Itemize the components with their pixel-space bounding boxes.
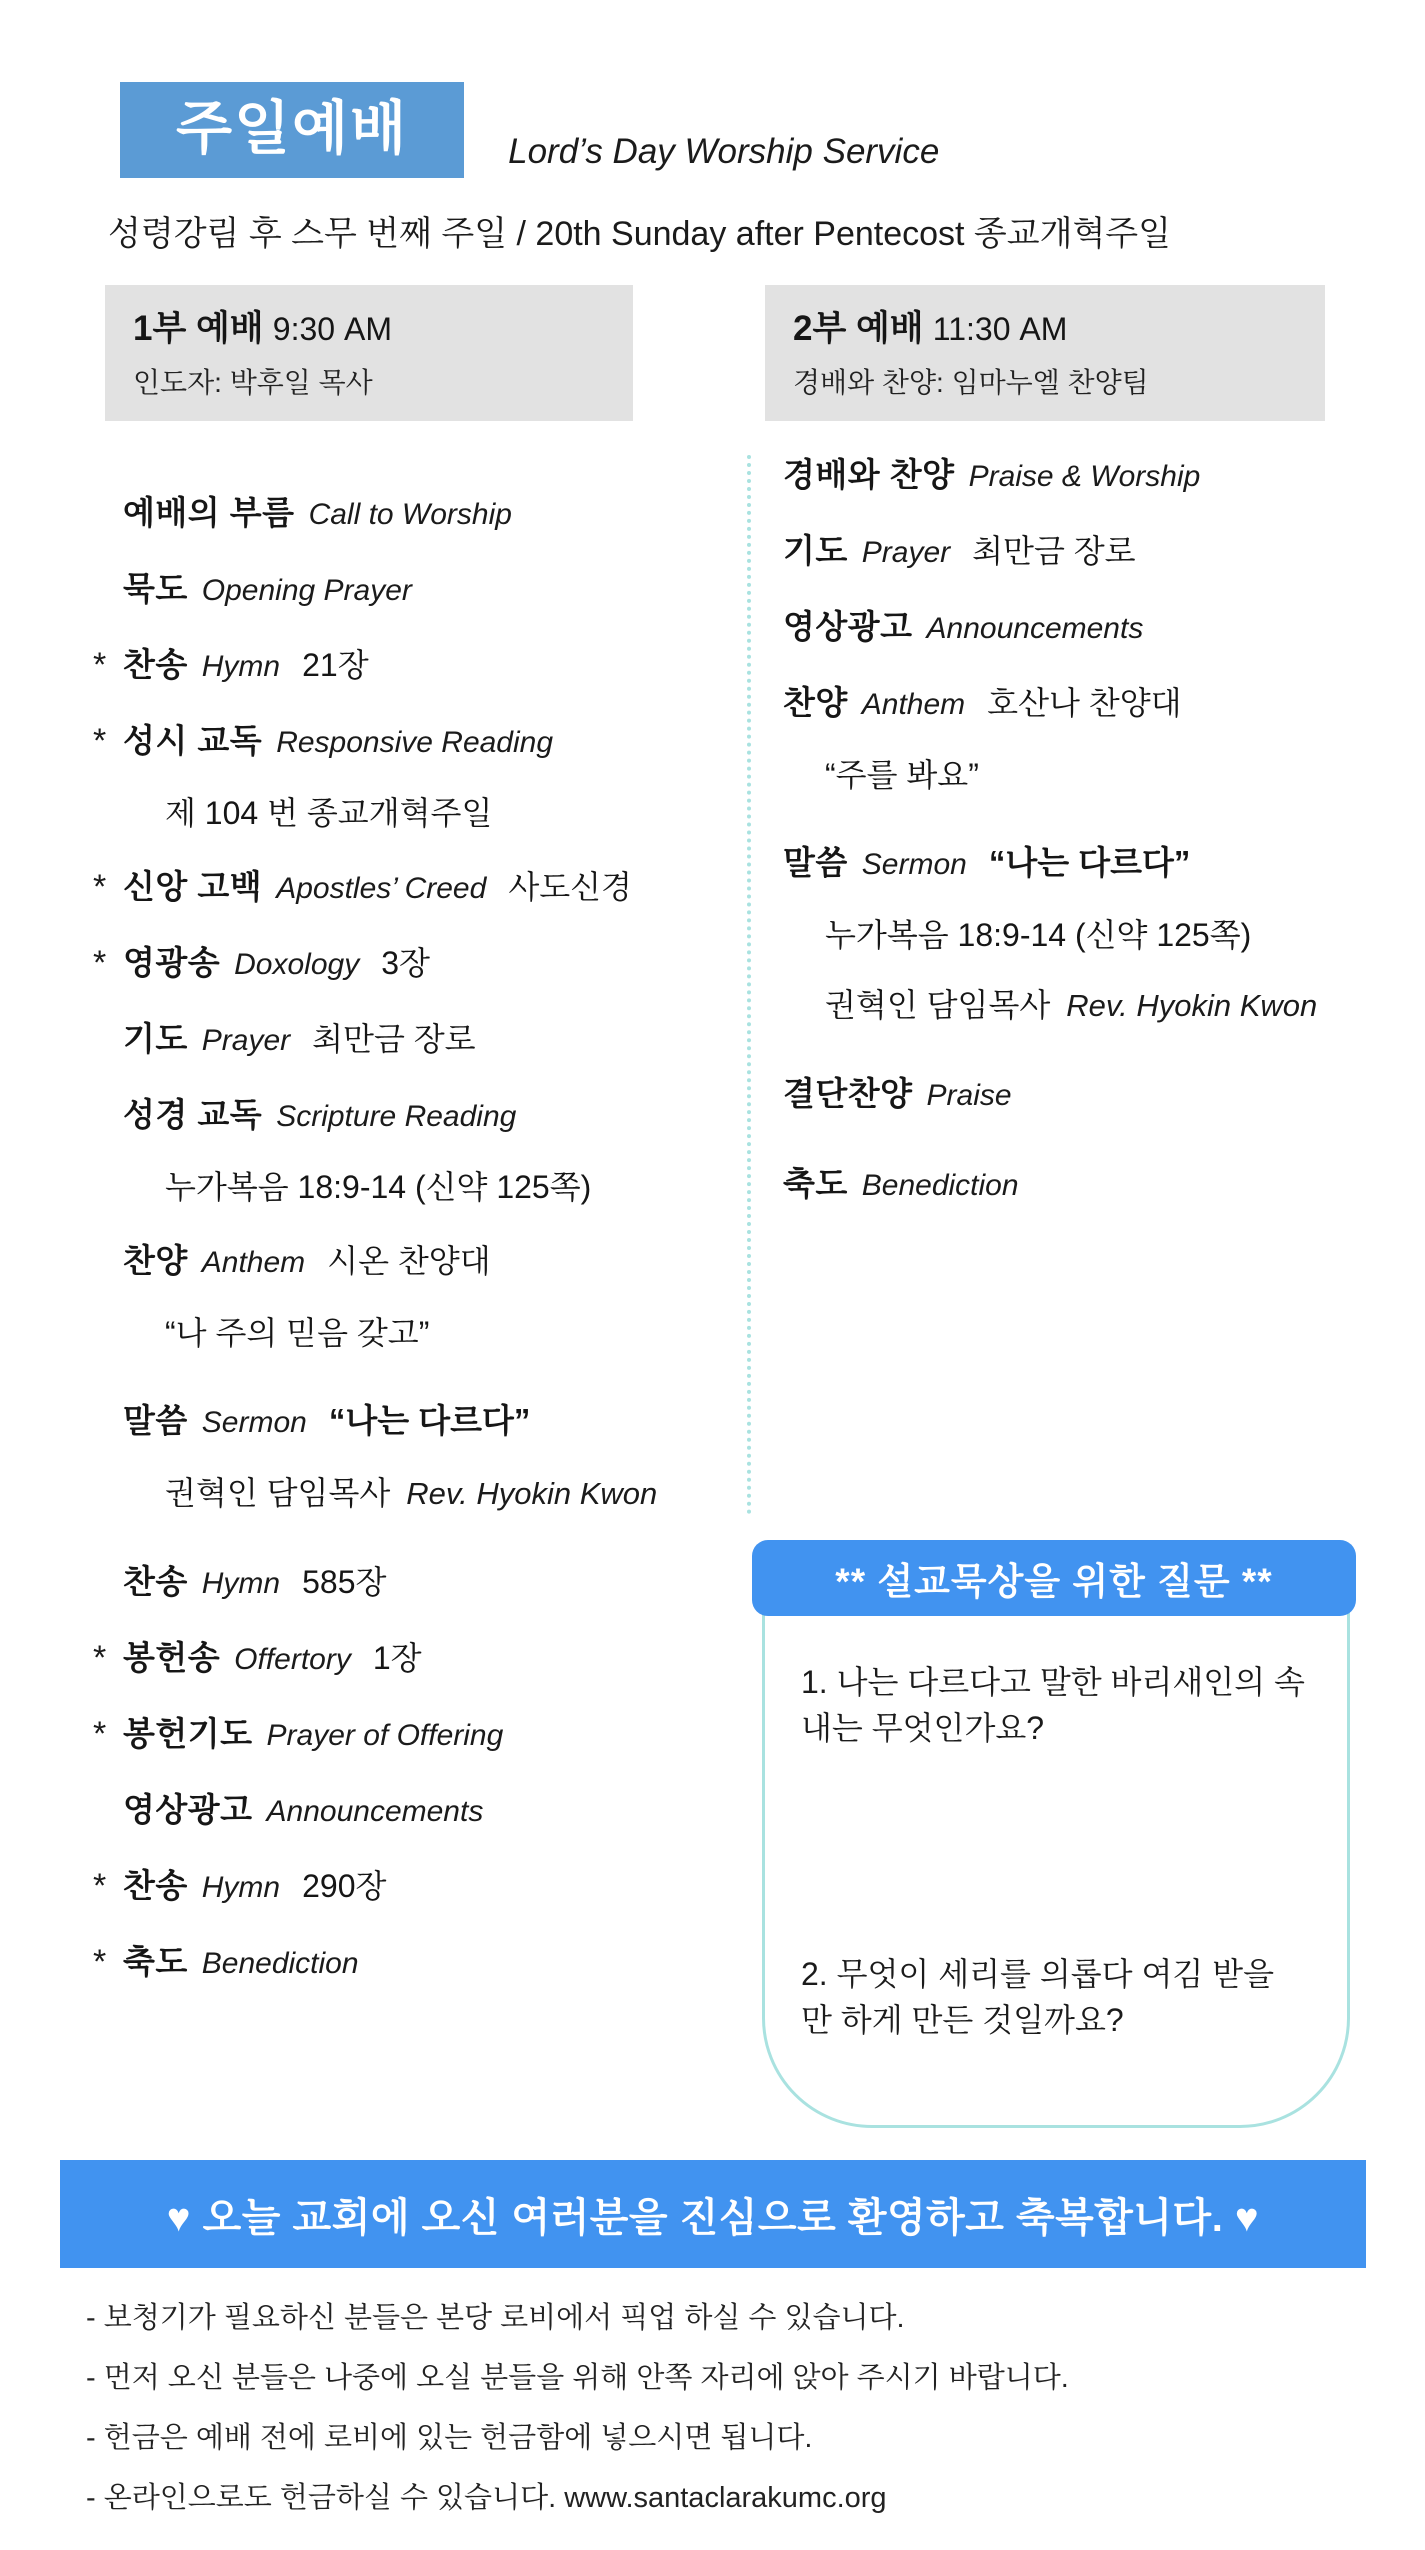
item-label-english: Opening Prayer [201,574,412,607]
item-label-korean: 영상광고 [783,608,913,645]
page-header [120,82,939,178]
item-asterisk: * [93,944,107,982]
item-label-english: Sermon [861,848,967,881]
item-label-english: Praise [926,1079,1012,1112]
footer-note: - 온라인으로도 헌금하실 수 있습니다. www.santaclarakumc.org [86,2482,887,2514]
item-detail: 21장 [302,647,369,683]
footer-note: - 헌금은 예배 전에 로비에 있는 헌금함에 넣으시면 됩니다. [86,2422,813,2454]
first-service-title [133,307,633,351]
sermon-questions-list [765,1559,1347,2043]
item-label-english: Anthem [861,688,966,721]
item-label-korean: 결단찬양 [783,1075,913,1112]
second-service-name: 2부 예배 [793,309,924,348]
item-label-english: Offertory [234,1643,351,1676]
worship-item [93,1399,633,1445]
item-label-english: Prayer [201,1024,291,1057]
subitem-text: 권혁인 담임목사 [825,987,1051,1023]
worship-item [753,841,1325,887]
subitem-text: “주를 봐요” [825,757,979,793]
item-asterisk: * [93,1943,107,1981]
subitem-text: 누가복음 18:9-14 (신약 125쪽) [165,1169,592,1205]
subitem-text: “나 주의 믿음 갖고” [165,1315,430,1351]
worship-item [93,491,633,537]
item-label-korean: 축도 [783,1165,848,1202]
item-label-english: Hymn [201,650,281,683]
subitem-text-english: Rev. Hyokin Kwon [1066,988,1318,1023]
item-label-english: Announcements [266,1795,484,1828]
subitem-text: 권혁인 담임목사 [165,1475,391,1511]
sermon-questions-header: ** 설교묵상을 위한 질문 ** [752,1540,1356,1616]
footer-note: - 보청기가 필요하신 분들은 본당 로비에서 픽업 하실 수 있습니다. [86,2302,905,2334]
worship-item [753,1162,1325,1208]
sermon-question: 2. 무엇이 세리를 의롭다 여김 받을 만 하게 만든 것일까요? [801,1956,1274,2038]
second-service-leader: 경배와 찬양: 임마누엘 찬양팀 [793,366,1149,398]
sermon-question: 1. 나는 다르다고 말한 바리새인의 속 내는 무엇인가요? [801,1664,1305,1746]
service-title-english: Lord’s Day Worship Service [508,132,940,171]
item-asterisk: * [93,1867,107,1905]
item-label-english: Apostles’ Creed [276,872,487,905]
item-label-english: Benediction [861,1169,1019,1202]
item-label-english: Doxology [234,948,360,981]
item-label-korean: 경배와 찬양 [783,456,955,493]
item-detail: 호산나 찬양대 [987,685,1182,721]
first-service-header-box [105,285,633,421]
item-label-english: Hymn [201,1567,281,1600]
worship-item [93,1712,633,1758]
item-detail: 시온 찬양대 [327,1243,491,1279]
worship-subitem [165,1165,633,1209]
item-label-english: Prayer of Offering [266,1719,504,1752]
second-service-column [765,285,1325,1238]
subitem-text: 누가복음 18:9-14 (신약 125쪽) [825,917,1252,953]
second-service-order-list [753,453,1325,1208]
item-label-korean: 봉헌송 [123,1639,221,1676]
item-label-english: Sermon [201,1406,307,1439]
second-service-header-box [765,285,1325,421]
item-label-english: Prayer [861,536,951,569]
worship-item [93,941,633,987]
first-service-name: 1부 예배 [133,309,264,348]
item-label-korean: 찬송 [123,646,188,683]
item-label-korean: 영상광고 [123,1791,253,1828]
sermon-questions-box [762,1556,1350,2128]
subitem-text: 제 104 번 종교개혁주일 [165,795,493,831]
worship-subitem [165,791,633,835]
item-label-english: Praise & Worship [968,460,1201,493]
item-label-korean: 성시 교독 [123,722,263,759]
item-label-korean: 찬송 [123,1563,188,1600]
second-service-time: 11:30 AM [932,311,1068,347]
worship-item [93,1093,633,1139]
item-label-korean: 찬양 [123,1242,188,1279]
worship-item [93,865,633,911]
worship-subitem [825,983,1325,1028]
worship-item [753,453,1325,499]
item-detail: 290장 [302,1868,387,1904]
item-label-korean: 묵도 [123,570,188,607]
item-label-korean: 기도 [783,532,848,569]
item-label-korean: 신앙 고백 [123,868,263,905]
worship-item [753,1072,1325,1118]
item-detail-bold: “나는 다르다” [988,844,1191,881]
column-divider [747,455,751,1515]
item-label-english: Announcements [926,612,1144,645]
service-title-badge: 주일예배 [120,82,464,178]
worship-item [93,1636,633,1682]
worship-item [93,1239,633,1285]
second-service-title [793,307,1325,351]
worship-subitem [825,753,1325,797]
worship-item [93,1940,633,1986]
worship-subitem [825,913,1325,957]
item-label-korean: 찬송 [123,1867,188,1904]
first-service-column [93,285,658,2016]
footer-notes [86,2288,1069,2528]
first-service-leader: 인도자: 박후일 목사 [133,366,373,398]
worship-item [93,1560,633,1606]
welcome-banner: ♥ 오늘 교회에 오신 여러분을 진심으로 환영하고 축복합니다. ♥ [60,2160,1366,2268]
worship-item [93,1017,633,1063]
worship-item [93,643,633,689]
item-detail: 3장 [381,945,430,981]
item-asterisk: * [93,722,107,760]
subitem-text-english: Rev. Hyokin Kwon [406,1476,658,1511]
item-label-korean: 성경 교독 [123,1096,263,1133]
item-label-korean: 봉헌기도 [123,1715,253,1752]
item-asterisk: * [93,1715,107,1753]
item-label-korean: 말씀 [783,844,848,881]
worship-item [753,681,1325,727]
item-label-korean: 기도 [123,1020,188,1057]
item-label-english: Scripture Reading [276,1100,517,1133]
first-service-order-list [93,491,658,1986]
item-detail: 사도신경 [508,869,632,905]
item-label-english: Call to Worship [308,498,512,531]
item-label-korean: 축도 [123,1943,188,1980]
sunday-subtitle: 성령강림 후 스무 번째 주일 / 20th Sunday after Pentecost 종교개혁주일 [108,215,1171,253]
worship-item [93,1864,633,1910]
item-label-korean: 말씀 [123,1402,188,1439]
item-label-korean: 찬양 [783,684,848,721]
item-asterisk: * [93,1639,107,1677]
item-label-korean: 예배의 부름 [123,494,295,531]
item-label-english: Hymn [201,1871,281,1904]
first-service-time: 9:30 AM [272,311,392,347]
worship-item [93,1788,633,1834]
item-asterisk: * [93,646,107,684]
worship-item [93,719,633,765]
item-label-korean: 영광송 [123,944,221,981]
item-label-english: Benediction [201,1947,359,1980]
worship-subitem [165,1311,633,1355]
item-label-english: Anthem [201,1246,306,1279]
item-detail: 585장 [302,1564,387,1600]
footer-note: - 먼저 오신 분들은 나중에 오실 분들을 위해 안쪽 자리에 앉아 주시기 바랍니다. [86,2362,1069,2394]
worship-item [753,529,1325,575]
item-detail: 최만금 장로 [312,1021,476,1057]
item-detail: 1장 [372,1640,422,1676]
item-detail-bold: “나는 다르다” [328,1402,531,1439]
item-detail: 최만금 장로 [972,533,1136,569]
worship-subitem [165,1471,658,1516]
item-asterisk: * [93,868,107,906]
worship-item [93,567,633,613]
item-label-english: Responsive Reading [276,726,554,759]
worship-item [753,605,1325,651]
